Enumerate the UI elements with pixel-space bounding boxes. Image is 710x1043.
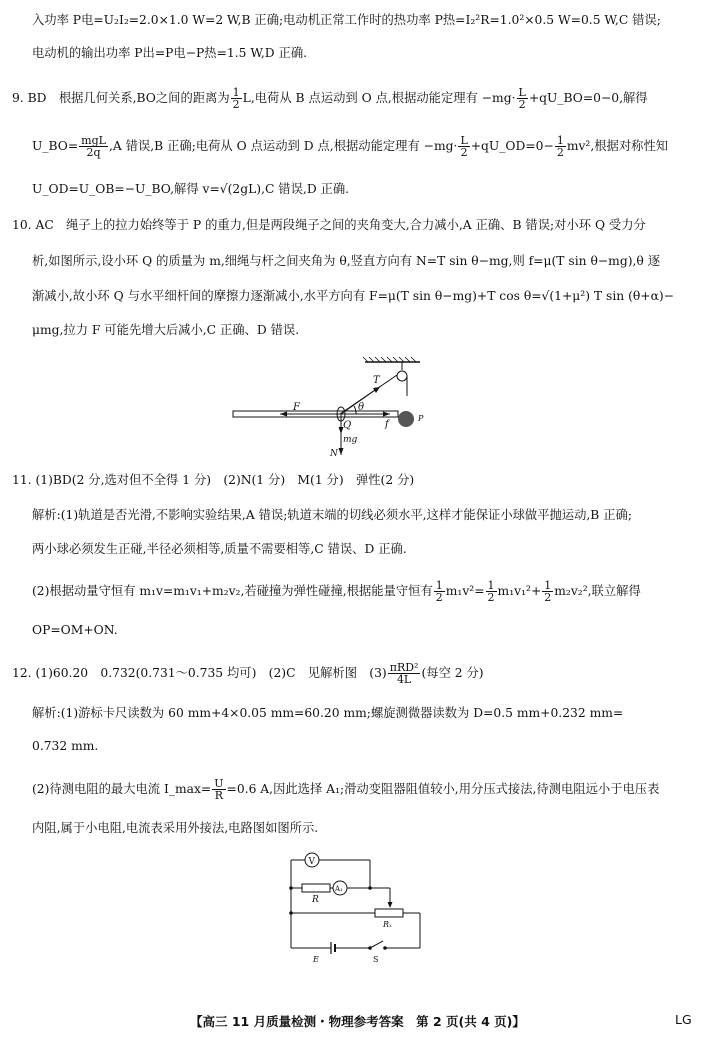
- label-T: T: [373, 375, 380, 386]
- text-line-2: 电动机的输出功率 P出=P电−P热=1.5 W,D 正确.: [32, 46, 308, 60]
- text-line-1: 入功率 P电=U₂I₂=2.0×1.0 W=2 W,B 正确;电动机正常工作时的热功率 P热=I₂²R=1.0²×0.5 W=0.5 W,C 错误;: [32, 13, 661, 27]
- ammeter-label: A₁: [335, 885, 343, 893]
- label-mg: mg: [343, 435, 358, 445]
- q10-line-4: μmg,拉力 F 可能先增大后减小,C 正确、D 错误.: [32, 323, 300, 337]
- resistor-label: R: [312, 895, 319, 905]
- q12-line-4: (2)待测电阻的最大电流 I_max= $\frac{U}{R}$ =0.6 A,因此选择 A₁;滑动变阻器阻值较小,用分压式接法,待测电阻远小于电压表: [32, 777, 660, 802]
- label-P: P: [418, 414, 424, 423]
- q11-line-3: 两小球必须发生正碰,半径必须相等,质量不需要相等,C 错误、D 正确.: [32, 542, 407, 556]
- q12-line-2: 解析:(1)游标卡尺读数为 60 mm+4×0.05 mm=60.20 mm;螺旋测微器读数为 D=0.5 mm+0.232 mm=: [32, 706, 624, 720]
- footer-right: LG: [675, 1012, 692, 1027]
- q10-line-2: 析,如图所示,设小环 Q 的质量为 m,细绳与杆之间夹角为 θ,竖直方向有 N=T sin θ−mg,则 f=μ(T sin θ−mg),θ 逐: [32, 254, 661, 268]
- q11-line-5: OP=OM+ON.: [32, 623, 118, 637]
- q12-line-1: 12. (1)60.20 0.732(0.731～0.735 均可) (2)C 见解析图 (3) $\frac{\text{πRD²}}{4L}$ (每空 2 分): [12, 661, 484, 686]
- force-diagram: [230, 350, 450, 460]
- label-Q: Q: [343, 420, 352, 431]
- q9-line-1: 9. BD 根据几何关系,BO之间的距离为 $\frac{1}{2}$ L,电荷从 B 点运动到 O 点,根据动能定理有 −mg· $\frac{L}{2}$ +qU_BO=0−0,解得: [12, 86, 648, 111]
- emf-label: E: [313, 955, 319, 964]
- label-N: N: [330, 449, 338, 459]
- rheostat-label: Rₓ: [383, 920, 392, 929]
- q10-line-1: 10. AC 绳子上的拉力始终等于 P 的重力,但是两段绳子之间的夹角变大,合力减小,A 正确、B 错误;对小环 Q 受力分: [12, 218, 646, 232]
- q9-line-2: U_BO= $\frac{\text{mgL}}{2q}$ ,A 错误,B 正确;电荷从 O 点运动到 D 点,根据动能定理有 −mg· $\frac{L}{2}$ +qU_OD=0− $\frac{1}{2}$ mv²,根据对称性知: [32, 134, 669, 159]
- q9-line-3: U_OD=U_OB=−U_BO,解得 v=√(2gL),C 错误,D 正确.: [32, 182, 350, 196]
- q12-line-3: 0.732 mm.: [32, 739, 99, 753]
- footer-center: 【高三 11 月质量检测・物理参考答案 第 2 页(共 4 页)】: [190, 1014, 525, 1029]
- voltmeter-label: V: [308, 857, 315, 867]
- q11-line-2: 解析:(1)轨道是否光滑,不影响实验结果,A 错误;轨道末端的切线必须水平,这样才能保证小球做平抛运动,B 正确;: [32, 508, 632, 522]
- switch-label: S: [373, 955, 379, 964]
- label-f: f: [385, 419, 389, 430]
- label-theta: θ: [358, 402, 365, 413]
- q11-line-1: 11. (1)BD(2 分,选对但不全得 1 分) (2)N(1 分) M(1 分) 弹性(2 分): [12, 473, 415, 487]
- q10-line-3: 渐减小,故小环 Q 与水平细杆间的摩擦力逐渐减小,水平方向有 F=μ(T sin θ−mg)+T cos θ=√(1+μ²) T sin (θ+α)−: [32, 289, 675, 303]
- circuit-diagram: [285, 848, 430, 968]
- q11-line-4: (2)根据动量守恒有 m₁v=m₁v₁+m₂v₂,若碰撞为弹性碰撞,根据能量守恒有 $\frac{1}{2}$ m₁v²= $\frac{1}{2}$ m₁v₁²+ $\frac{1}{2}$ m₂v₂²,联立解得: [32, 579, 641, 604]
- q12-line-5: 内阻,属于小电阻,电流表采用外接法,电路图如图所示.: [32, 821, 319, 835]
- label-F: F: [293, 402, 300, 413]
